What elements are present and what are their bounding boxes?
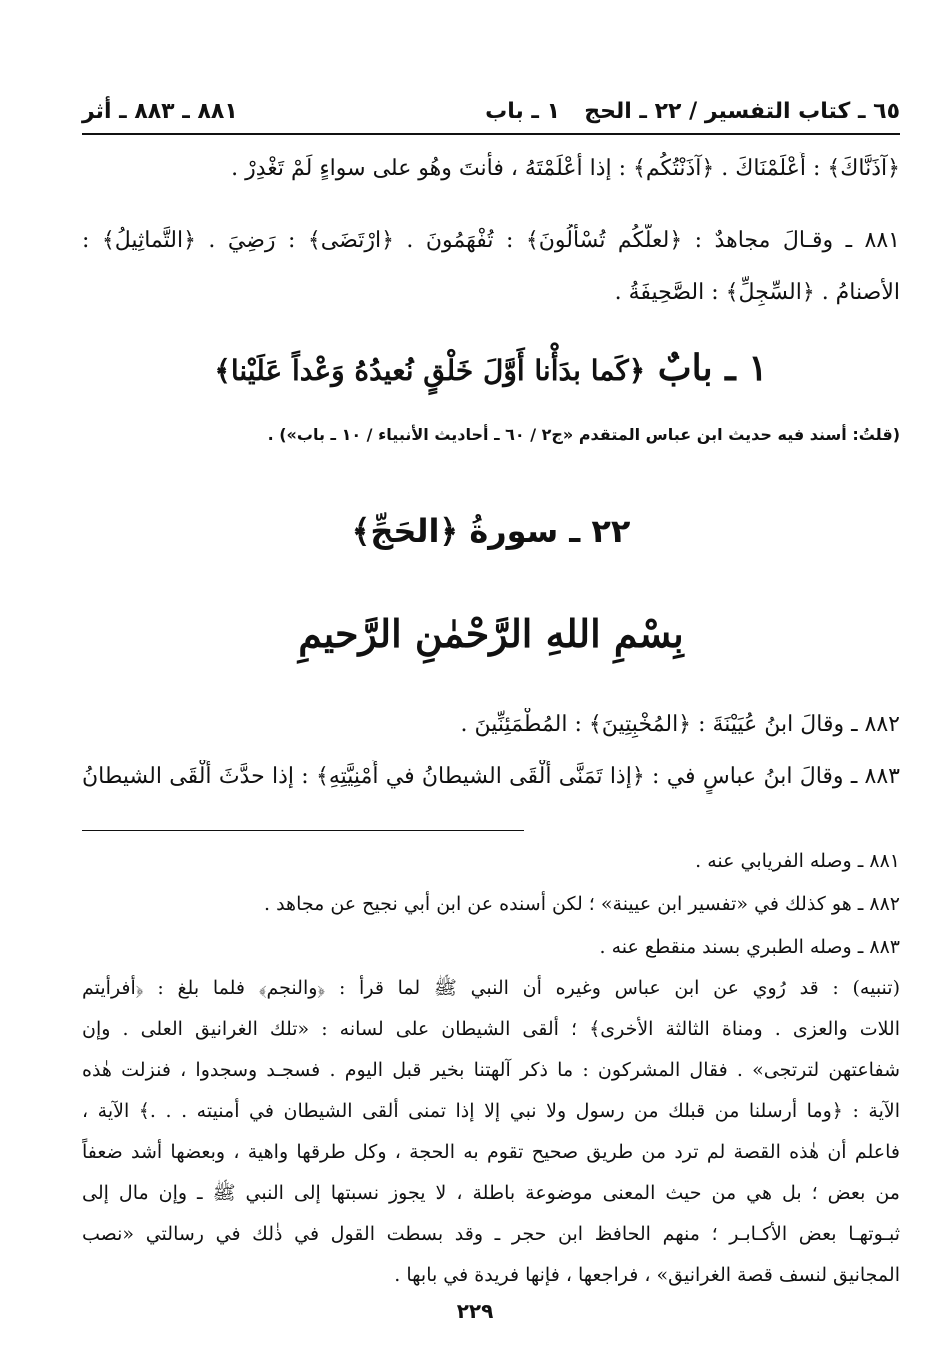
bab-verse: ﴿كَما بدَأْنا أَوَّلَ خَلْقٍ نُعيدُهُ وَعْداً عَلَيْنا﴾ [214,354,646,387]
body-line-2: ٨٨١ ـ وقـالَ مجاهدٌ : ﴿لعلَّكُم تُسْأَلُونَ﴾ : تُفْهَمُونَ . ﴿ارْتَضَى﴾ : رَضِيَ . ﴿التَّماثِيلُ﴾ : [82,228,900,253]
bab-heading [82,340,900,399]
footnote-tanbih-line-7: ثبـوتهـا بعض الأكـابـر ؛ منهم الحافظ ابن حجر ـ وقد بسطت القول في ذٰلك في رسالتي «نصب [82,1223,900,1245]
athar-line-883: ٨٨٣ ـ وقالَ ابنُ عباسٍ في : ﴿إذا تَمَنَّى أَلْقَى الشيطانُ في أُمْنِيَّتِهِ﴾ : إذا حدَّثَ أَلْقَى الشيطانُ [82,764,900,789]
footnote-divider [82,830,524,831]
header-book-title: ٦٥ ـ كتاب التفسير / ٢٢ ـ الحج [584,99,900,124]
running-header [82,95,900,129]
surah-title: ٢٢ ـ سورةُ ﴿الحَجِّ﴾ [351,512,631,550]
footnote-tanbih-line-5: فاعلم أن هٰذه القصة لم ترد من طريق صحيح تقوم به الحجة ، وكل طرقها واهية ، وبعضها أشد ضعفاً [82,1141,900,1163]
athar-line-882: ٨٨٢ ـ وقالَ ابنُ عُيَيْنَةَ : ﴿المُخْبِتِينَ﴾ : المُطْمَئِنِّينَ . [460,712,900,737]
bab-number: ١ ـ بابٌ [657,347,768,389]
footnote-tanbih-line-3: شفاعتهن لترتجى» . فقال المشركون : ما ذكر آلهتنا بخير قبل اليوم . فسجـد وسجدوا ، فنزلت هٰذه [82,1059,900,1081]
footnote-883: ٨٨٣ ـ وصله الطبري بسند منقطع عنه . [599,936,900,958]
qult-note: (قلتُ: أسند فيه حديث ابن عباس المتقدم «ج٢ / ٦٠ ـ أحاديث الأنبياء / ١٠ ـ باب») . [267,425,900,444]
footnote-882: ٨٨٢ ـ هو كذلك في «تفسير ابن عيينة» ؛ لكن أسنده عن ابن أبي نجيح عن مجاهد . [264,893,900,915]
footnote-tanbih-line-1: (تنبيه) : قد رُوي عن ابن عباس وغيره أن النبي ﷺ لما قرأ : ﴿والنجم﴾ فلما بلغ : ﴿أفرأيتم [82,977,900,999]
footnote-tanbih-line-2: اللات والعزى . ومناة الثالثة الأخرى﴾ ؛ ألقى الشيطان على لسانه : «تلك الغرانيق العلى . وإن [82,1018,900,1040]
basmala: بِسْمِ اللهِ الرَّحْمٰنِ الرَّحيمِ [298,611,684,656]
body-line-3: الأصنامُ . ﴿السِّجِلِّ﴾ : الصَّحِيفَةُ . [614,280,900,305]
header-divider [82,133,900,135]
footnote-tanbih-line-4: الآية : ﴿وما أرسلنا من قبلك من رسول ولا نبي إلا إذا تمنى ألقى الشيطان في أمنيته . . .﴾ الآية ، [82,1100,900,1122]
page-number: ٢٢٩ [456,1299,494,1323]
header-chapter: ١ ـ باب [485,99,560,124]
footnote-tanbih-line-8: المجانيق لنسف قصة الغرانيق» ، فراجعها ، فإنها فريدة في بابها . [394,1264,900,1286]
footnote-881: ٨٨١ ـ وصله الفريابي عنه . [695,850,900,872]
footnote-tanbih-line-6: من بعض ؛ بل هي من حيث المعنى موضوعة باطلة ، لا يجوز نسبتها إلى النبي ﷺ ـ وإن مال إلى [82,1182,900,1204]
header-athar-range: ٨٨١ ـ ٨٨٣ ـ أثر [82,99,238,124]
body-line-1: ﴿آذَنَّاكَ﴾ : أَعْلَمْنَاكَ . ﴿آذَنْتُكُم﴾ : إذا أعْلَمْتَهُ ، فأنتَ وهُو على سواءٍ لَمْ تَغْدِرْ . [231,156,900,181]
